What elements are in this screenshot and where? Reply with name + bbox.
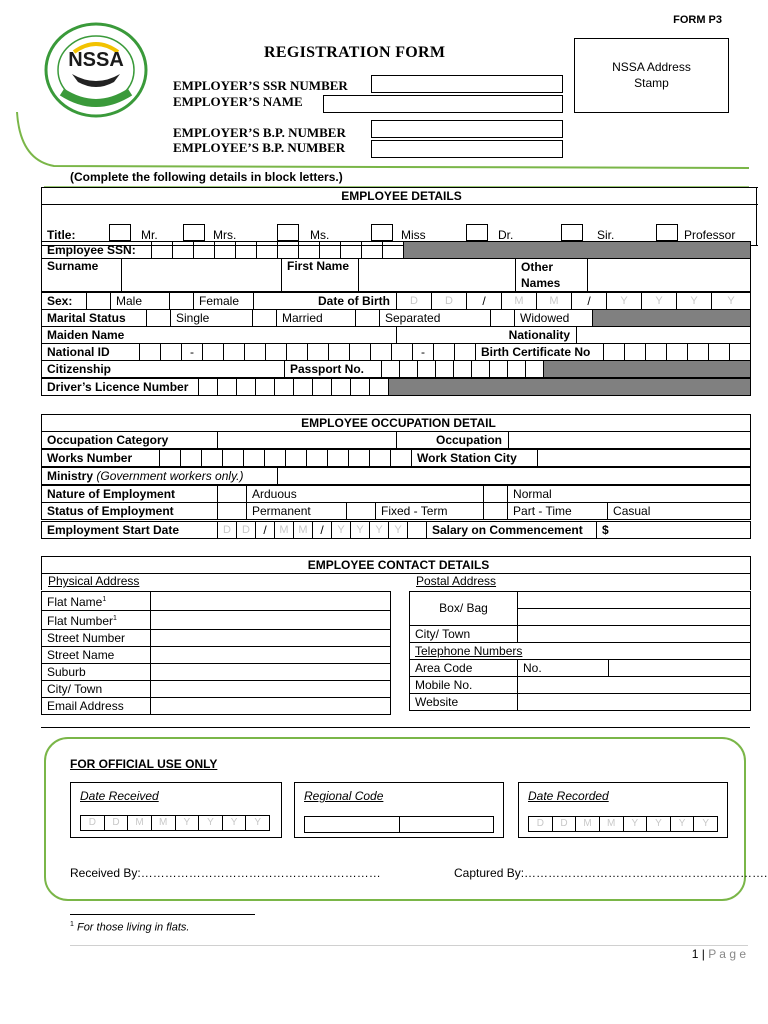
works-number-table — [41, 449, 751, 467]
flat-name-input[interactable] — [151, 592, 391, 611]
date-recorded-year-1[interactable]: Y — [624, 817, 648, 831]
postal-city-label: City/ Town — [410, 626, 518, 643]
employee-details-table — [41, 187, 757, 246]
dob-day-2[interactable]: D — [432, 293, 467, 310]
logo-text: NSSA — [68, 49, 124, 71]
dob-year-2[interactable]: Y — [642, 293, 677, 310]
official-use-heading: FOR OFFICIAL USE ONLY — [70, 757, 218, 771]
employer-ssr-label: EMPLOYER’S SSR NUMBER — [173, 78, 348, 93]
start-date-label: Employment Start Date — [42, 522, 218, 539]
page-rule — [70, 945, 748, 946]
national-id-cell[interactable] — [329, 344, 350, 361]
work-station-label: Work Station City — [412, 450, 538, 467]
date-recorded-month-2[interactable]: M — [600, 817, 624, 831]
dob-year-4[interactable]: Y — [712, 293, 751, 310]
date-received-month-1[interactable]: M — [128, 816, 152, 830]
date-received-day-2[interactable]: D — [105, 816, 129, 830]
birth-cert-label: Birth Certificate No — [476, 344, 604, 361]
date-recorded-month-1[interactable]: M — [576, 817, 600, 831]
licence-cell[interactable] — [275, 379, 294, 396]
captured-by-field[interactable]: Captured By:……………………………………………………. — [454, 866, 768, 880]
licence-cell[interactable] — [351, 379, 370, 396]
salary-input[interactable]: $ — [597, 522, 751, 539]
works-number-label: Works Number — [42, 450, 160, 467]
date-recorded-day-2[interactable]: D — [553, 817, 577, 831]
postal-address-label: Postal Address — [416, 574, 497, 588]
citizenship-label: Citizenship — [42, 361, 285, 378]
birth-cert-cell[interactable] — [730, 344, 751, 361]
ssn-cell[interactable] — [236, 242, 257, 259]
postal-address-table — [409, 591, 751, 711]
section-divider — [41, 727, 750, 728]
number-label: No. — [518, 660, 609, 677]
title-professor-checkbox[interactable] — [656, 224, 678, 241]
national-id-cell[interactable] — [245, 344, 266, 361]
occupation-table — [41, 414, 751, 449]
nationality-label: Nationality — [397, 327, 577, 344]
birth-cert-cell[interactable] — [688, 344, 709, 361]
single-label: Single — [171, 310, 253, 327]
nature-label: Nature of Employment — [42, 486, 218, 503]
birth-cert-cell[interactable] — [709, 344, 730, 361]
flat-name-text: Flat Name — [47, 595, 103, 609]
other-names-line2: Names — [521, 276, 561, 290]
contact-heading-table — [41, 556, 751, 590]
passport-cell[interactable] — [382, 361, 400, 378]
separated-label: Separated — [380, 310, 491, 327]
employer-name-label: EMPLOYER’S NAME — [173, 94, 303, 109]
maiden-name-label — [42, 327, 397, 344]
date-recorded-year-2[interactable]: Y — [647, 817, 671, 831]
start-day-1[interactable]: D — [218, 522, 237, 539]
national-id-cell[interactable] — [455, 344, 476, 361]
ssn-cell[interactable] — [320, 242, 341, 259]
date-received-year-2[interactable]: Y — [199, 816, 223, 830]
birth-cert-cell[interactable] — [625, 344, 646, 361]
works-number-cell[interactable] — [370, 450, 391, 467]
national-id-cell[interactable] — [350, 344, 371, 361]
flat-number-input[interactable] — [151, 611, 391, 630]
single-checkbox[interactable] — [147, 310, 171, 327]
physical-address-label: Physical Address — [48, 574, 140, 588]
dob-day-1[interactable]: D — [397, 293, 432, 310]
other-names-label — [516, 259, 588, 292]
page-number-value: 1 — [691, 947, 699, 961]
marital-shaded — [593, 310, 751, 327]
other-names-input[interactable] — [588, 259, 751, 292]
national-id-cell[interactable] — [140, 344, 161, 361]
passport-shaded — [544, 361, 751, 378]
national-id-cell[interactable] — [287, 344, 308, 361]
area-code-label: Area Code — [410, 660, 518, 677]
dob-month-1[interactable]: M — [502, 293, 537, 310]
national-id-dash: - — [413, 344, 434, 361]
email-label: Email Address — [42, 698, 151, 715]
married-label: Married — [277, 310, 356, 327]
normal-checkbox[interactable] — [484, 486, 508, 503]
title-mrs-checkbox[interactable] — [183, 224, 205, 241]
page-number — [692, 947, 746, 961]
flat-name-footnote-mark: 1 — [102, 596, 107, 603]
licence-cell[interactable] — [294, 379, 313, 396]
title-dr-label: Dr. — [498, 228, 514, 242]
national-id-table — [41, 343, 751, 361]
licence-cell[interactable] — [256, 379, 275, 396]
start-year-3[interactable]: Y — [370, 522, 389, 539]
title-miss-checkbox[interactable] — [371, 224, 393, 241]
works-number-cell[interactable] — [160, 450, 181, 467]
licence-cell[interactable] — [370, 379, 389, 396]
normal-label: Normal — [508, 486, 751, 503]
start-date-table — [41, 521, 751, 539]
works-number-cell[interactable] — [328, 450, 349, 467]
start-year-4[interactable]: Y — [389, 522, 408, 539]
surname-input[interactable] — [122, 259, 282, 292]
ministry-table — [41, 467, 751, 485]
national-id-cell[interactable] — [371, 344, 392, 361]
ssn-cell[interactable] — [152, 242, 173, 259]
email-input[interactable] — [151, 698, 391, 715]
citizenship-table — [41, 360, 751, 378]
national-id-cell[interactable] — [203, 344, 224, 361]
works-number-cell[interactable] — [244, 450, 265, 467]
date-recorded-day-1[interactable]: D — [529, 817, 553, 831]
fixed-term-checkbox[interactable] — [347, 503, 376, 520]
box-label: Box/ Bag — [410, 592, 518, 626]
footnote-text: For those living in flats. — [76, 921, 190, 934]
marital-label: Marital Status — [42, 310, 147, 327]
national-id-dash: - — [182, 344, 203, 361]
start-year-1[interactable]: Y — [332, 522, 351, 539]
married-checkbox[interactable] — [253, 310, 277, 327]
title-miss-label: Miss — [401, 228, 426, 242]
permanent-label: Permanent — [247, 503, 347, 520]
date-received-year-3[interactable]: Y — [223, 816, 247, 830]
maiden-table — [41, 326, 751, 344]
national-id-cell[interactable] — [161, 344, 182, 361]
passport-cell[interactable] — [418, 361, 436, 378]
date-recorded-grid[interactable] — [528, 816, 718, 832]
street-name-label: Street Name — [42, 647, 151, 664]
separated-checkbox[interactable] — [356, 310, 380, 327]
instruction-text: (Complete the following details in block letters.) — [70, 170, 343, 184]
widowed-label: Widowed — [515, 310, 593, 327]
box-input[interactable] — [518, 592, 751, 609]
salary-label: Salary on Commencement — [427, 522, 597, 539]
passport-cell[interactable] — [526, 361, 544, 378]
start-slash-2: / — [313, 522, 332, 539]
street-number-label: Street Number — [42, 630, 151, 647]
date-recorded-year-4[interactable]: Y — [702, 818, 710, 829]
passport-cell[interactable] — [454, 361, 472, 378]
licence-label: Driver’s Licence Number — [42, 379, 199, 396]
national-id-cell[interactable] — [224, 344, 245, 361]
date-received-day-1[interactable]: D — [81, 816, 105, 830]
ssn-cell[interactable] — [362, 242, 383, 259]
footnote — [70, 921, 189, 934]
title-mrs-label: Mrs. — [213, 228, 237, 242]
national-id-cell[interactable] — [434, 344, 455, 361]
licence-shaded — [389, 379, 751, 396]
sex-dob-table — [41, 292, 751, 310]
birth-cert-cell[interactable] — [646, 344, 667, 361]
occupation-category-label: Occupation Category — [42, 432, 218, 449]
regional-code-cell[interactable] — [400, 817, 494, 832]
mobile-input[interactable] — [518, 677, 751, 694]
maiden-name-text: Maiden Name — [47, 327, 125, 342]
national-id-cell[interactable] — [266, 344, 287, 361]
dob-year-1[interactable]: Y — [607, 293, 642, 310]
first-name-input[interactable] — [359, 259, 516, 292]
regional-code-box — [294, 782, 504, 838]
dob-label: Date of Birth — [254, 293, 397, 310]
stamp-line-1: NSSA Address — [612, 60, 691, 74]
works-number-cell[interactable] — [391, 450, 412, 467]
work-station-input[interactable] — [538, 450, 751, 467]
form-title: REGISTRATION FORM — [264, 44, 446, 61]
sex-male-checkbox[interactable] — [87, 293, 111, 310]
works-number-cell[interactable] — [202, 450, 223, 467]
birth-cert-cell[interactable] — [667, 344, 688, 361]
occupation-category-input[interactable] — [218, 432, 397, 449]
ministry-text: Ministry — [47, 468, 94, 483]
title-professor-label: Professor — [684, 228, 736, 242]
arduous-checkbox[interactable] — [218, 486, 247, 503]
ssn-cell[interactable] — [215, 242, 236, 259]
dob-slash-2: / — [572, 293, 607, 310]
licence-cell[interactable] — [218, 379, 237, 396]
city-input[interactable] — [151, 681, 391, 698]
telephone-label: Telephone Numbers — [410, 643, 751, 660]
part-time-checkbox[interactable] — [484, 503, 508, 520]
title-ms-label: Ms. — [310, 228, 330, 242]
start-slash-1: / — [256, 522, 275, 539]
flat-number-footnote-mark: 1 — [113, 615, 117, 622]
box-input-2[interactable] — [518, 609, 751, 626]
widowed-checkbox[interactable] — [491, 310, 515, 327]
works-number-cell[interactable] — [349, 450, 370, 467]
ssn-label: Employee SSN: — [42, 242, 152, 259]
regional-code-cell[interactable] — [305, 817, 400, 832]
status-label: Status of Employment — [42, 503, 218, 520]
works-number-cell[interactable] — [286, 450, 307, 467]
page-sep: | — [698, 947, 709, 961]
form-number: FORM P3 — [673, 14, 722, 26]
licence-cell[interactable] — [332, 379, 351, 396]
flat-number-label — [42, 611, 151, 630]
regional-code-label: Regional Code — [304, 789, 384, 803]
date-recorded-year-3[interactable]: Y — [671, 817, 695, 831]
nationality-input[interactable] — [577, 327, 751, 344]
start-year-2[interactable]: Y — [351, 522, 370, 539]
title-mr-label: Mr. — [141, 228, 158, 242]
start-month-1[interactable]: M — [275, 522, 294, 539]
passport-label: Passport No. — [285, 361, 382, 378]
ssn-cell[interactable] — [383, 242, 404, 259]
licence-cell[interactable] — [313, 379, 332, 396]
works-number-cell[interactable] — [265, 450, 286, 467]
footnote-mark: 1 — [70, 921, 74, 928]
surname-label: Surname — [42, 259, 122, 292]
other-names-line1: Other — [521, 260, 554, 274]
employer-ssr-input[interactable] — [371, 75, 563, 93]
occupation-label: Occupation — [397, 432, 509, 449]
date-received-label: Date Received — [80, 789, 159, 803]
licence-table — [41, 378, 751, 396]
page-label: P a g e — [708, 947, 746, 961]
sex-male-label: Male — [111, 293, 170, 310]
arduous-label: Arduous — [247, 486, 484, 503]
casual-text: Casual — [613, 503, 651, 518]
date-received-year-1[interactable]: Y — [176, 816, 200, 830]
date-received-grid[interactable] — [80, 815, 270, 831]
fixed-term-label: Fixed - Term — [376, 503, 484, 520]
occupation-input[interactable] — [509, 432, 751, 449]
employee-details-heading: EMPLOYEE DETAILS — [42, 188, 757, 205]
suburb-input[interactable] — [151, 664, 391, 681]
title-dr-checkbox[interactable] — [466, 224, 488, 241]
employer-bp-label: EMPLOYER’S B.P. NUMBER — [173, 125, 346, 140]
licence-cell[interactable] — [237, 379, 256, 396]
date-received-month-2[interactable]: M — [152, 816, 176, 830]
employment-type-table — [41, 485, 751, 520]
contact-subheads — [42, 574, 751, 591]
title-sir-checkbox[interactable] — [561, 224, 583, 241]
ministry-label — [42, 468, 278, 485]
contact-heading: EMPLOYEE CONTACT DETAILS — [42, 557, 751, 574]
date-received-box — [70, 782, 282, 838]
phone-number-input[interactable] — [609, 660, 751, 677]
title-label: Title: — [47, 228, 76, 242]
regional-code-input[interactable] — [304, 816, 494, 833]
date-received-year-4[interactable]: Y — [254, 817, 262, 828]
casual-label — [608, 503, 751, 520]
part-time-label: Part - Time — [508, 503, 608, 520]
dob-year-3[interactable]: Y — [677, 293, 712, 310]
received-by-field[interactable]: Received By:…………………………………………………… — [70, 866, 381, 880]
employee-bp-label: EMPLOYEE’S B.P. NUMBER — [173, 140, 346, 155]
street-number-input[interactable] — [151, 630, 391, 647]
birth-cert-cell[interactable] — [604, 344, 625, 361]
dob-slash-1: / — [467, 293, 502, 310]
dob-month-2[interactable]: M — [537, 293, 572, 310]
national-id-cell[interactable] — [392, 344, 413, 361]
title-mr-checkbox[interactable] — [109, 224, 131, 241]
city-label: City/ Town — [42, 681, 151, 698]
street-name-input[interactable] — [151, 647, 391, 664]
mobile-label: Mobile No. — [410, 677, 518, 694]
sex-label: Sex: — [42, 293, 87, 310]
website-label: Website — [410, 694, 518, 711]
passport-cell[interactable] — [508, 361, 526, 378]
works-number-cell[interactable] — [181, 450, 202, 467]
ssn-cell[interactable] — [299, 242, 320, 259]
date-recorded-box — [518, 782, 728, 838]
licence-cell[interactable] — [199, 379, 218, 396]
ssn-cell[interactable] — [194, 242, 215, 259]
national-id-cell[interactable] — [308, 344, 329, 361]
physical-address-table — [41, 591, 391, 715]
name-row-table — [41, 258, 751, 292]
start-day-2[interactable]: D — [237, 522, 256, 539]
sex-female-checkbox[interactable] — [170, 293, 194, 310]
suburb-label: Suburb — [42, 664, 151, 681]
ssn-shaded — [404, 242, 751, 259]
postal-city-input[interactable] — [518, 626, 751, 643]
flat-name-label — [42, 592, 151, 611]
marital-table — [41, 309, 751, 327]
ministry-note: (Government workers only.) — [96, 468, 244, 483]
ssn-cell[interactable] — [341, 242, 362, 259]
national-id-label: National ID — [42, 344, 140, 361]
passport-cell[interactable] — [400, 361, 418, 378]
start-date-spacer — [408, 522, 427, 539]
stamp-line-2: Stamp — [634, 76, 669, 90]
passport-cell[interactable] — [472, 361, 490, 378]
flat-number-text: Flat Number — [47, 614, 114, 628]
employee-details-rows — [41, 241, 751, 259]
sex-female-label: Female — [194, 293, 254, 310]
passport-cell[interactable] — [436, 361, 454, 378]
works-number-cell[interactable] — [307, 450, 328, 467]
website-input[interactable] — [518, 694, 751, 711]
title-sir-label: Sir. — [597, 228, 615, 242]
ssn-cell[interactable] — [257, 242, 278, 259]
start-month-2[interactable]: M — [294, 522, 313, 539]
works-number-cell[interactable] — [223, 450, 244, 467]
first-name-label: First Name — [282, 259, 359, 292]
footnote-rule — [70, 914, 255, 915]
permanent-checkbox[interactable] — [218, 503, 247, 520]
date-recorded-label: Date Recorded — [528, 789, 609, 803]
ssn-cell[interactable] — [278, 242, 299, 259]
title-row — [42, 205, 757, 246]
title-ms-checkbox[interactable] — [277, 224, 299, 241]
passport-cell[interactable] — [490, 361, 508, 378]
ssn-cell[interactable] — [173, 242, 194, 259]
ministry-input[interactable] — [278, 468, 751, 485]
occupation-heading: EMPLOYEE OCCUPATION DETAIL — [42, 415, 751, 432]
